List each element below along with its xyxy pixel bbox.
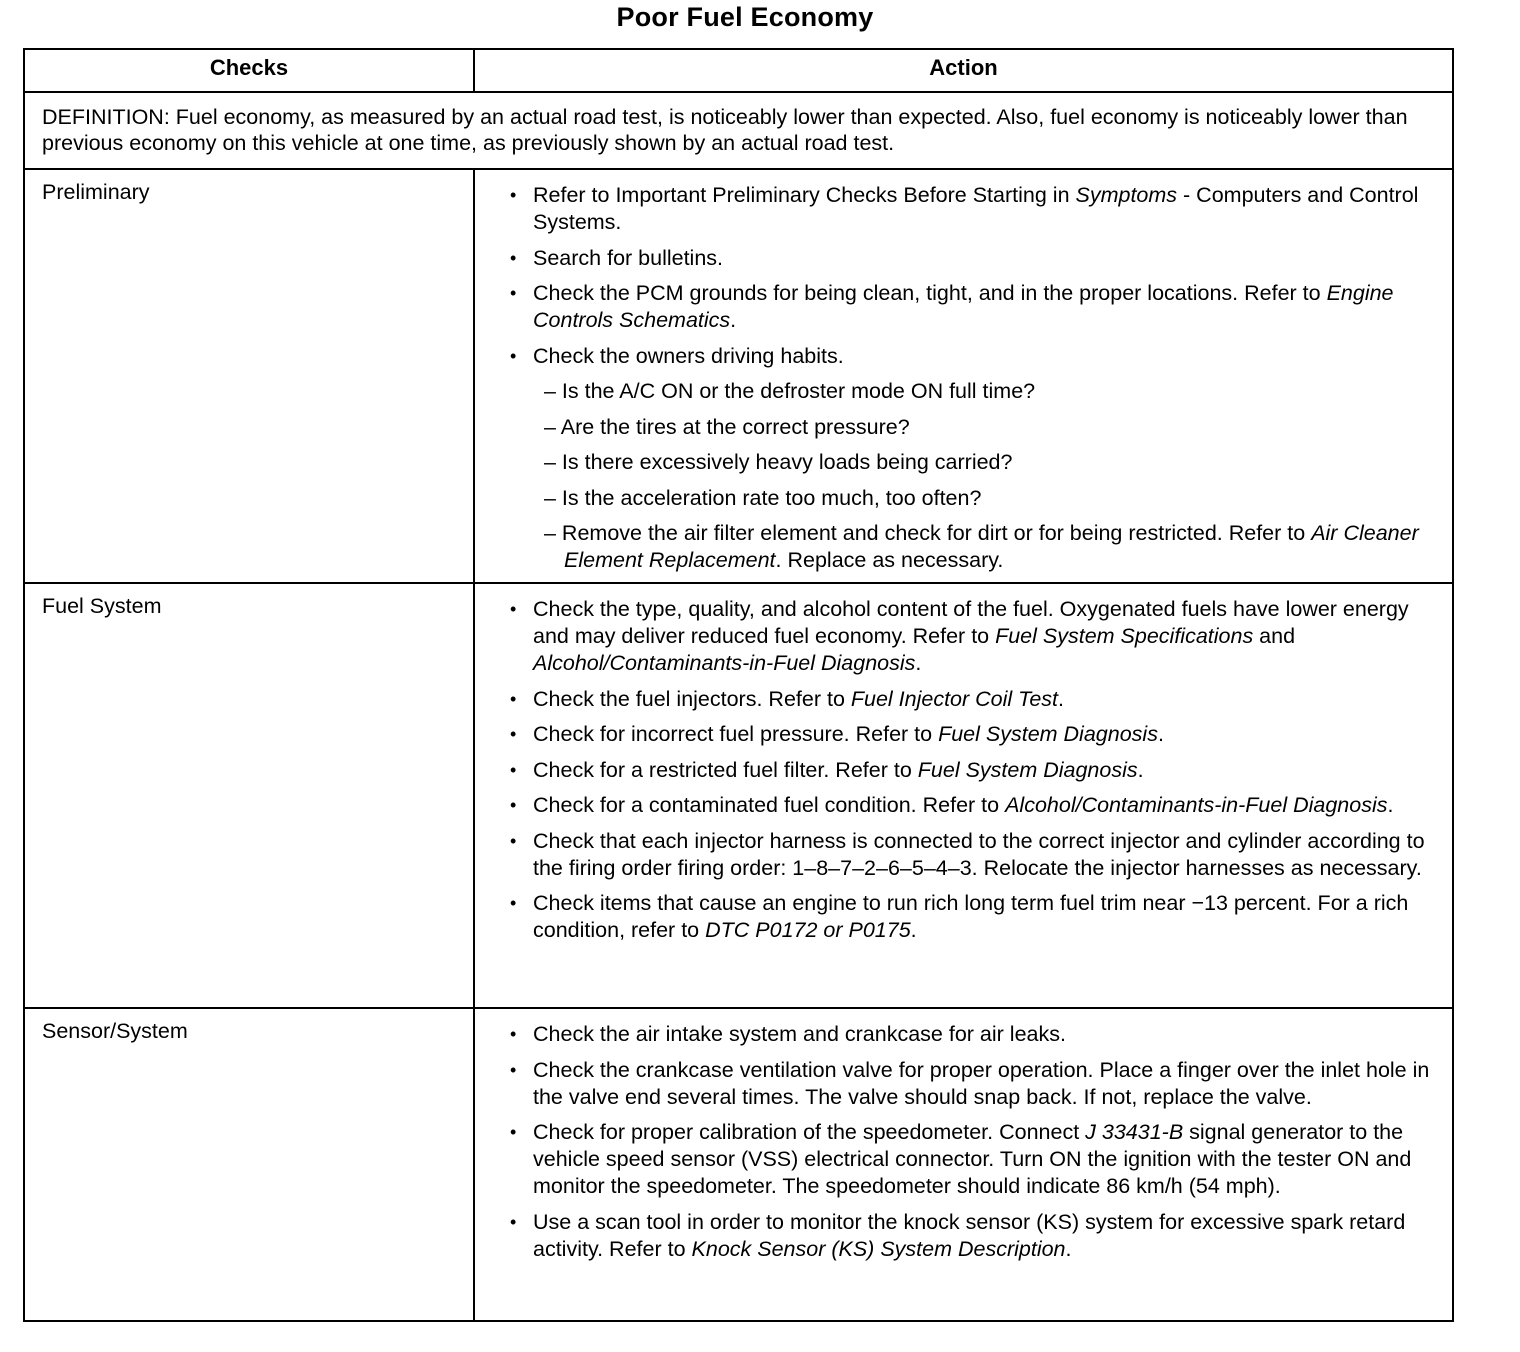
table-row <box>25 170 1452 584</box>
action-text: . <box>915 651 922 675</box>
action-item <box>533 343 1442 370</box>
reference-text: Alcohol/Contaminants-in-Fuel Diagnosis <box>1005 793 1388 817</box>
action-item <box>533 182 1442 236</box>
action-item <box>533 1119 1442 1200</box>
action-item <box>533 245 1442 272</box>
reference-text: Symptoms <box>1075 183 1178 207</box>
definition-row <box>25 93 1452 170</box>
action-text: Check the fuel injectors. Refer to <box>533 686 851 711</box>
action-text: Check for a contaminated fuel condition. Refer to <box>533 793 1006 817</box>
reference-text: Knock Sensor (KS) System Description <box>691 1236 1066 1261</box>
action-text: . <box>1065 1236 1072 1261</box>
reference-text: Engine Controls Schematics <box>533 281 1394 332</box>
table-header-row <box>25 50 1452 93</box>
action-text: . <box>1058 686 1064 711</box>
reference-text: Fuel System Diagnosis <box>917 757 1138 782</box>
reference-text: DTC P0172 or P0175 <box>705 918 911 942</box>
column-header-checks: Checks <box>25 50 475 91</box>
action-text: Refer to Important Preliminary Checks Before Starting in <box>533 183 1076 207</box>
action-text: – Is the A/C ON or the defroster mode ON full time? <box>544 379 1036 403</box>
table-row <box>25 1009 1452 1320</box>
action-text: Check the type, quality, and alcohol content of the fuel. Oxygenated fuels have lower energy and may deliver reduced fuel economy. Refer to <box>533 597 1409 648</box>
sub-action-item <box>533 485 1442 512</box>
action-text: and <box>1253 624 1296 648</box>
action-item <box>533 890 1442 944</box>
action-list <box>475 584 1452 944</box>
action-item <box>533 828 1442 882</box>
action-item <box>533 757 1442 784</box>
action-text: - Computers and Control Systems. <box>533 183 1419 234</box>
reference-text: Fuel System Diagnosis <box>938 722 1158 746</box>
action-item <box>533 1057 1442 1111</box>
reference-text: Air Cleaner Element Replacement <box>564 521 1419 572</box>
action-list <box>475 1009 1452 1263</box>
check-label: Preliminary <box>42 180 150 204</box>
action-item <box>533 721 1442 748</box>
action-text: . <box>1137 757 1144 782</box>
reference-text: Alcohol/Contaminants-in-Fuel Diagnosis <box>533 651 916 675</box>
action-item <box>533 596 1442 677</box>
action-item <box>533 1021 1442 1048</box>
sub-action-item <box>533 414 1442 441</box>
action-text: . <box>1387 793 1394 817</box>
action-item <box>533 1209 1442 1263</box>
action-text: Check the air intake system and crankcase for air leaks. <box>533 1022 1066 1046</box>
action-text: Check the owners driving habits. <box>533 343 844 368</box>
action-text: Check the PCM grounds for being clean, tight, and in the proper locations. Refer to <box>533 281 1327 305</box>
action-text: Check for proper calibration of the speedometer. Connect <box>533 1120 1086 1144</box>
page-title: Poor Fuel Economy <box>616 2 874 32</box>
diagnostic-table <box>23 48 1454 1322</box>
definition-text: DEFINITION: Fuel economy, as measured by an actual road test, is noticeably lower than expected. Also, fuel economy is noticeably lower than previous economy on this vehicle at one time, as previously shown by an actual road test. <box>42 105 1408 155</box>
check-label: Fuel System <box>42 594 162 618</box>
action-text: – Remove the air filter element and check for dirt or for being restricted. Refer to <box>544 521 1312 545</box>
action-list <box>475 170 1452 574</box>
action-text: – Is the acceleration rate too much, too often? <box>544 485 982 510</box>
action-text: Check for incorrect fuel pressure. Refer to <box>533 722 939 746</box>
action-text: . <box>910 918 917 942</box>
action-text: . Replace as necessary. <box>775 548 1004 572</box>
action-text: . <box>730 308 737 332</box>
action-text: Check for a restricted fuel filter. Refer to <box>533 757 918 782</box>
action-text: – Are the tires at the correct pressure? <box>544 414 910 439</box>
reference-text: J 33431-B <box>1085 1120 1184 1144</box>
column-header-action: Action <box>929 55 998 80</box>
reference-text: Fuel System Specifications <box>995 624 1254 648</box>
action-item <box>533 280 1442 334</box>
check-label: Sensor/System <box>42 1019 188 1043</box>
action-text: signal generator to the vehicle speed sensor (VSS) electrical connector. Turn ON the ignition with the tester ON and monitor the speedometer. The speedometer should indicate 86 km/h (54 mph). <box>533 1120 1412 1198</box>
action-text: Check items that cause an engine to run rich long term fuel trim near −13 percent. For a rich condition, refer to <box>533 891 1409 942</box>
action-item <box>533 792 1442 819</box>
sub-action-item <box>533 378 1442 405</box>
action-text: Check that each injector harness is connected to the correct injector and cylinder according to the firing order firing order: 1–8–7–2–6–5–4–3. Relocate the injector harnesses as necessary. <box>533 828 1425 880</box>
sub-action-item <box>533 449 1442 476</box>
action-text: Search for bulletins. <box>533 245 724 270</box>
sub-action-item <box>533 520 1442 574</box>
table-row <box>25 584 1452 1009</box>
action-text: – Is there excessively heavy loads being carried? <box>544 450 1013 474</box>
action-text: Check the crankcase ventilation valve for proper operation. Place a finger over the inlet hole in the valve end several times. The valve should snap back. If not, replace the valve. <box>533 1057 1430 1109</box>
action-text: . <box>1157 722 1164 746</box>
action-item <box>533 686 1442 713</box>
reference-text: Fuel Injector Coil Test <box>850 686 1059 711</box>
action-text: Use a scan tool in order to monitor the knock sensor (KS) system for excessive spark retard activity. Refer to <box>533 1209 1406 1261</box>
